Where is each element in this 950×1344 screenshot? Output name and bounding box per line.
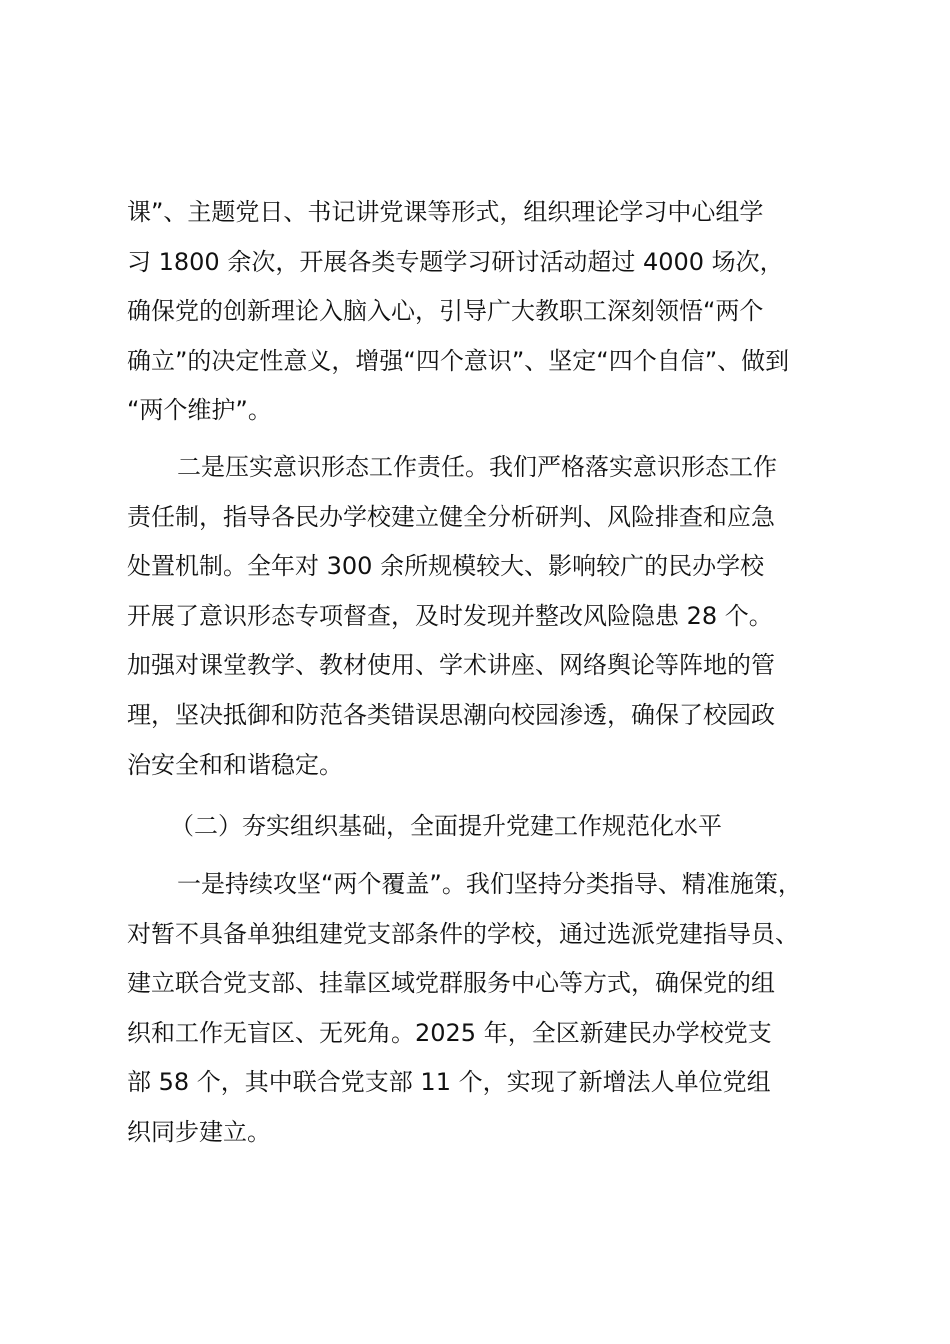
text-line: 建立联合党支部、挂靠区域党群服务中心等方式，确保党的组 bbox=[127, 969, 775, 998]
paragraph-theory-study bbox=[127, 188, 847, 436]
text-line: 对暂不具备单独组建党支部条件的学校，通过选派党建指导员、 bbox=[127, 919, 799, 948]
section-heading bbox=[127, 802, 847, 852]
paragraph-two-coverage bbox=[127, 860, 847, 1158]
paragraph-ideology-responsibility bbox=[127, 443, 847, 790]
text-line: 一是持续攻坚“两个覆盖”。我们坚持分类指导、精准施策， bbox=[177, 870, 802, 898]
text-line: 责任制，指导各民办学校建立健全分析研判、风险排查和应急 bbox=[127, 502, 775, 531]
text-line: 治安全和和谐稳定。 bbox=[127, 750, 343, 779]
text-line: “两个维护”。 bbox=[127, 396, 272, 425]
text-line: 习 1800 余次，开展各类专题学习研讨活动超过 4000 场次， bbox=[127, 247, 784, 276]
text-line: 处置机制。全年对 300 余所规模较大、影响较广的民办学校 bbox=[127, 552, 765, 581]
text-line: 课”、主题党日、书记讲党课等形式，组织理论学习中心组学 bbox=[127, 198, 764, 226]
text-line: 织同步建立。 bbox=[127, 1117, 271, 1146]
section-heading-text: （二）夯实组织基础，全面提升党建工作规范化水平 bbox=[170, 812, 722, 840]
text-line: 加强对课堂教学、教材使用、学术讲座、网络舆论等阵地的管 bbox=[127, 651, 775, 680]
text-line: 开展了意识形态专项督查，及时发现并整改风险隐患 28 个。 bbox=[127, 601, 773, 630]
text-line: 确立”的决定性意义，增强“四个意识”、坚定“四个自信”、做到 bbox=[127, 346, 790, 375]
text-line: 二是压实意识形态工作责任。我们严格落实意识形态工作 bbox=[177, 453, 777, 481]
text-line: 确保党的创新理论入脑入心，引导广大教职工深刻领悟“两个 bbox=[127, 297, 764, 326]
text-line: 理，坚决抵御和防范各类错误思潮向校园渗透，确保了校园政 bbox=[127, 700, 775, 729]
text-line: 部 58 个，其中联合党支部 11 个，实现了新增法人单位党组 bbox=[127, 1068, 771, 1097]
text-line: 织和工作无盲区、无死角。2025 年，全区新建民办学校党支 bbox=[127, 1018, 772, 1047]
